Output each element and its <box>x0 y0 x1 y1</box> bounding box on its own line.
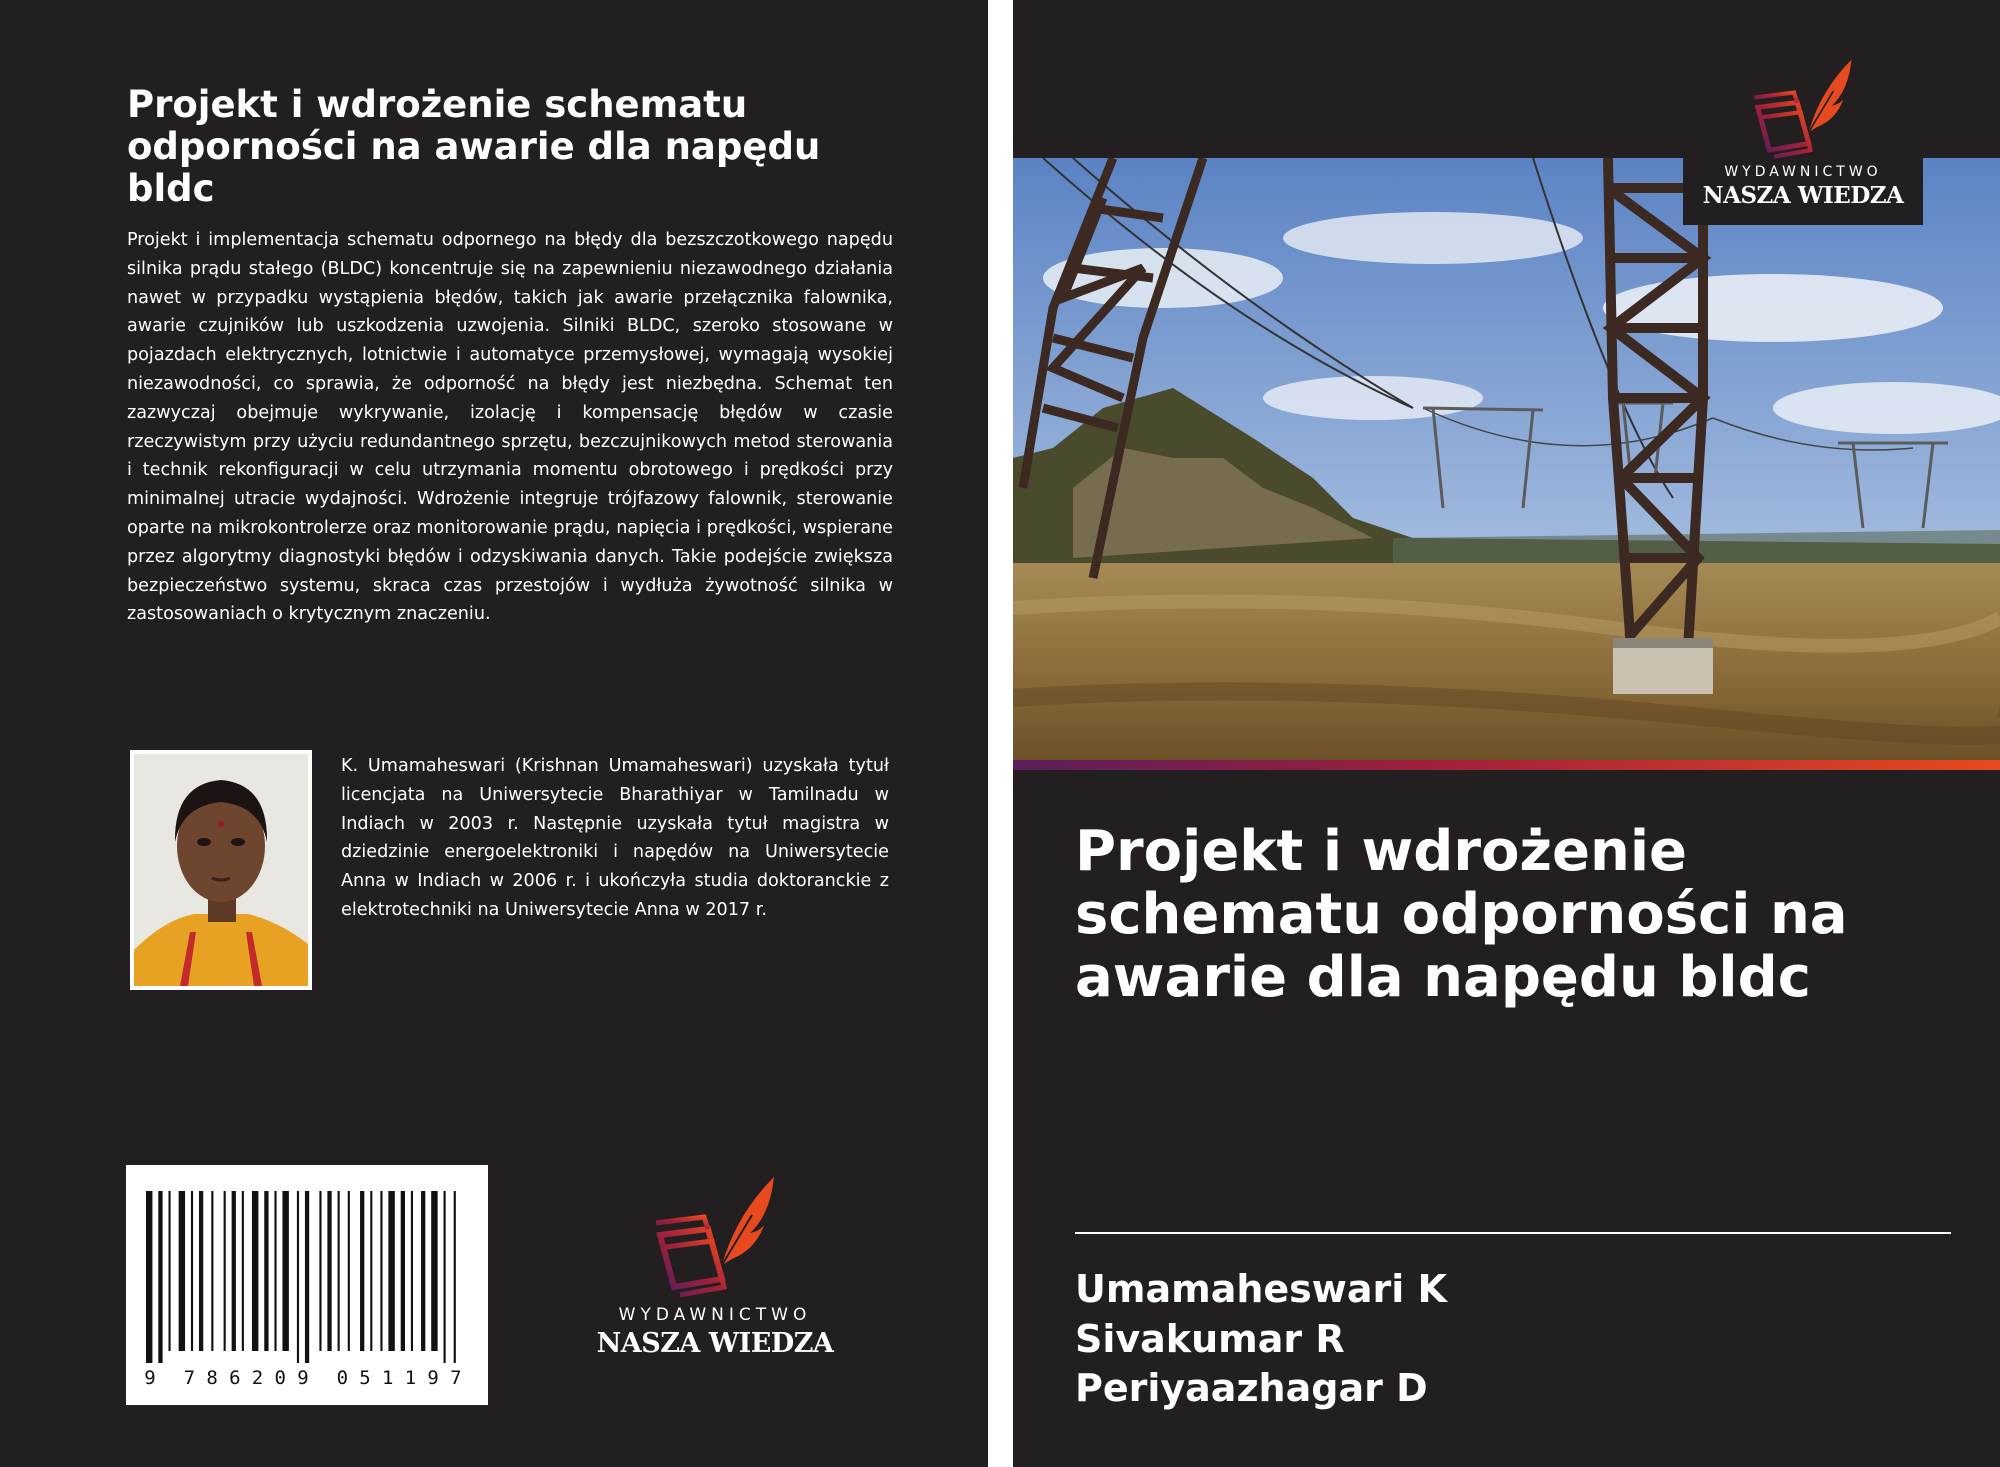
barcode-digit: 9 <box>297 1367 309 1389</box>
barcode-digits <box>140 1367 474 1391</box>
barcode-bars <box>146 1191 466 1363</box>
publisher-line1: WYDAWNICTWO <box>1724 164 1882 180</box>
barcode-digit: 1 <box>382 1367 394 1389</box>
barcode-bar <box>199 1191 203 1351</box>
barcode-bar <box>179 1191 185 1351</box>
author-photo <box>130 750 312 990</box>
publisher-line1: WYDAWNICTWO <box>618 1305 812 1325</box>
barcode-bar <box>158 1191 162 1363</box>
accent-stripe <box>1013 760 2000 770</box>
barcode-digit: 7 <box>450 1367 462 1389</box>
author-name: Sivakumar R <box>1075 1316 1345 1361</box>
barcode-bar <box>444 1191 446 1363</box>
back-cover <box>0 0 988 1467</box>
barcode-digit: 0 <box>336 1367 349 1389</box>
barcode-bar <box>297 1191 299 1363</box>
author-portrait-icon <box>134 754 308 986</box>
barcode-digit: 8 <box>206 1367 218 1389</box>
front-cover-title: Projekt i wdrożenie schematu odporności na awarie dla napędu bldc <box>1075 819 1848 1010</box>
publisher-logo-front <box>1683 52 1923 225</box>
barcode-digit: 7 <box>183 1367 196 1389</box>
barcode-bar <box>370 1191 372 1351</box>
barcode-bar <box>380 1191 382 1351</box>
author-list <box>1075 1265 1447 1414</box>
cover-photo <box>1013 158 2000 760</box>
front-cover <box>1013 0 2000 1467</box>
publisher-line2: NASZA WIEDZA <box>1702 182 1904 209</box>
barcode-bar <box>168 1191 170 1351</box>
barcode-digit: 1 <box>404 1367 417 1389</box>
barcode-bar <box>338 1191 340 1351</box>
barcode-bar <box>274 1191 276 1351</box>
barcode-bar <box>431 1191 437 1351</box>
author-divider <box>1075 1232 1951 1234</box>
barcode-digit: 5 <box>359 1367 371 1389</box>
barcode-bar <box>146 1191 152 1363</box>
barcode-bar <box>454 1191 456 1363</box>
back-cover-blurb: Projekt i implementacja schematu odpornego na błędy dla bezszczotkowego napędu silnika prądu stałego (BLDC) koncentruje się na zapewnieniu niezawodnego działania nawet w przypadku wystąpienia błędów, takich jak awarie przełącznika falownika, awarie czujników lub uszkodzenia uzwojenia. Silniki BLDC, szeroko stosowane w pojazdach elektrycznych, lotnictwie i automatyce przemysłowej, wymagają wysokiej niezawodności, co sprawia, że odporność na błędy jest niezbędna. Schemat ten zazwyczaj obejmuje wykrywanie, izolację i kompensację błędów w czasie rzeczywistym przy użyciu redundantnego sprzętu, bezczujnikowych metod sterowania i technik rekonfiguracji w celu utrzymania momentu obrotowego i prędkości przy minimalnej utracie wydajności. Wdrożenie integruje trójfazowy falownik, sterowanie oparte na mikrokontrolerze oraz monitorowanie prądu, napięcia i prędkości, wspierane przez algorytmy diagnostyki błędów i odzyskiwania danych. Takie podejście zwiększa bezpieczeństwo systemu, skraca czas przestojów i wydłuża żywotność silnika w zastosowaniach o krytycznym znaczeniu. <box>127 230 893 625</box>
barcode-bar <box>232 1191 236 1351</box>
barcode-bar <box>211 1191 213 1351</box>
spine-gap <box>988 0 1013 1467</box>
barcode-digit: 6 <box>229 1367 241 1389</box>
back-cover-title: Projekt i wdrożenie schematu odporności na awarie dla napędu bldc <box>127 83 821 210</box>
barcode-digit: 0 <box>274 1367 286 1389</box>
author-name: Periyaazhagar D <box>1075 1366 1428 1410</box>
barcode-digit: 2 <box>251 1367 264 1389</box>
barcode-digit: 9 <box>427 1367 439 1389</box>
barcode-bar <box>319 1191 321 1351</box>
barcode-bar <box>401 1191 405 1351</box>
barcode-bar <box>191 1191 193 1351</box>
barcode-digit: 9 <box>144 1367 156 1389</box>
barcode-bar <box>411 1191 413 1351</box>
book-quill-icon <box>652 1175 778 1299</box>
barcode-bar <box>264 1191 268 1351</box>
barcode-bar <box>348 1191 350 1351</box>
barcode-bar <box>282 1191 288 1351</box>
publisher-line2: NASZA WIEDZA <box>596 1328 834 1359</box>
barcode-bar <box>305 1191 309 1363</box>
author-name: Umamaheswari K <box>1075 1267 1447 1311</box>
power-tower-photo <box>1013 158 2000 760</box>
barcode-bar <box>252 1191 258 1351</box>
barcode-bar <box>360 1191 364 1351</box>
barcode-bar <box>224 1191 226 1351</box>
isbn-barcode <box>126 1165 488 1405</box>
barcode-bar <box>242 1191 244 1351</box>
barcode-bar <box>388 1191 394 1351</box>
book-quill-icon <box>1751 58 1855 160</box>
author-bio: K. Umamaheswari (Krishnan Umamaheswari) uzyskała tytuł licencjata na Uniwersytecie Bharathiyar w Tamilnadu w Indiach w 2003 r. Następnie uzyskała tytuł magistra w dziedzinie energoelektroniki i napędów na Uniwersytecie Anna w Indiach w 2006 r. i ukończyła studia doktoranckie z elektrotechniki na Uniwersytecie Anna w 2017 r. <box>341 756 889 920</box>
barcode-bar <box>421 1191 425 1351</box>
publisher-logo-back <box>590 1175 840 1371</box>
barcode-bar <box>327 1191 331 1351</box>
